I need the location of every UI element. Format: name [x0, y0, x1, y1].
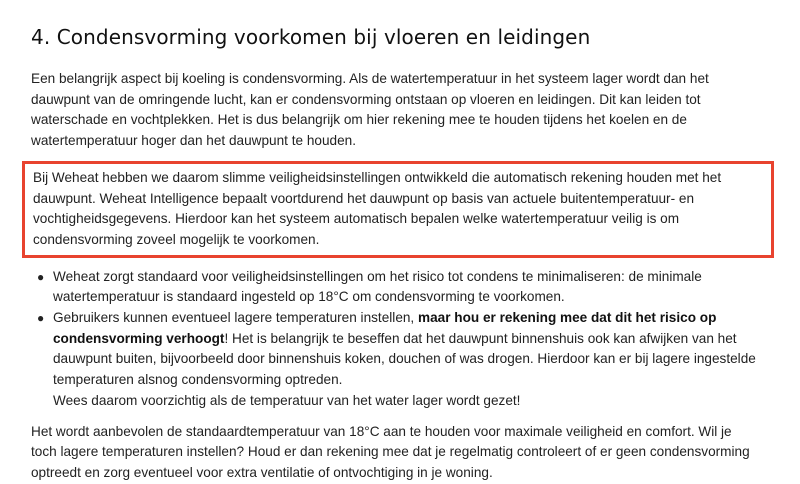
highlighted-paragraph: Bij Weheat hebben we daarom slimme veiligheidsinstellingen ontwikkeld die automatisch rekening houden met het dauwpunt. Weheat Intelligence bepaalt voortdurend het dauwpunt op basis van actuele buitentemperatuur- en vochtigheidsgegevens. Hierdoor kan het systeem automatisch bepalen welke watertemperatuur veilig is om condensvorming zoveel mogelijk te voorkomen.: [33, 169, 722, 247]
highlight-box: [22, 161, 774, 258]
article-section: [31, 22, 761, 484]
list-item-bold-warning: maar hou er rekening mee dat dit het risico op condensvorming verhoogt: [53, 310, 717, 346]
intro-paragraph: Een belangrijk aspect bij koeling is condensvorming. Als de watertemperatuur in het systeem lager wordt dan het dauwpunt van de omringende lucht, kan er condensvorming ontstaan op vloeren en leidingen. Dit kan leiden tot waterschade en vochtplekken. Het is dus belangrijk om hier rekening mee te houden tijdens het koelen en de watertemperatuur hoger dan het dauwpunt te houden.: [31, 71, 709, 149]
bullet-list: [31, 267, 761, 412]
closing-paragraph: Het wordt aanbevolen de standaardtemperatuur van 18°C aan te houden voor maximale veiligheid en comfort. Wil je toch lagere temperaturen instellen? Houd er dan rekening mee dat je regelmatig controleert of er geen condensvorming optreedt en zorg eventueel voor extra ventilatie of ontvochtiging in je woning.: [31, 423, 750, 480]
list-item-text: Weheat zorgt standaard voor veiligheidsinstellingen om het risico tot condens te minimaliseren: de minimale watertemperatuur is standaard ingesteld op 18°C om condensvorming te voorkomen.: [53, 268, 702, 305]
section-heading: 4. Condensvorming voorkomen bij vloeren en leidingen: [31, 25, 591, 49]
list-item-text-start: Gebruikers kunnen eventueel lagere temperaturen instellen,: [53, 310, 418, 326]
list-item-text-end: ! Het is belangrijk te beseffen dat het dauwpunt binnenshuis ook kan afwijken van het dauwpunt buiten, bijvoorbeeld door binnenshuis koken, douchen of was drogen. Hierdoor kan er bij lagere ingestelde temperaturen alsnog condensvorming optreden.: [53, 330, 756, 388]
list-item: [37, 308, 761, 412]
list-item: [37, 267, 761, 308]
bullet-icon: ●: [37, 311, 45, 326]
bullet-icon: ●: [37, 269, 45, 284]
list-item-caution-line: Wees daarom voorzichtig als de temperatuur van het water lager wordt gezet!: [53, 392, 521, 408]
